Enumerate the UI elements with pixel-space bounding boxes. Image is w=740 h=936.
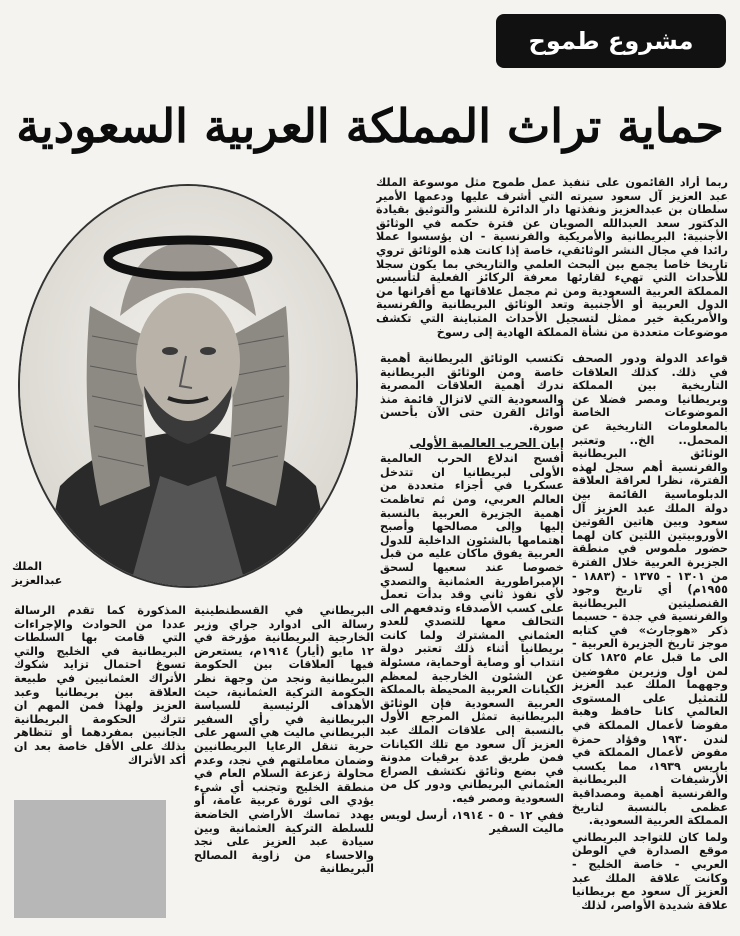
gray-placeholder-box [14, 800, 166, 918]
intro-column [376, 176, 728, 348]
bottom-middle-column [194, 604, 374, 924]
right-paragraph-2: ولما كان للتواجد البريطاني موقع الصدارة في الوطن العربي - خاصة الخليج - وكانت علاقة الملك عبد العزيز آل سعود مع بريطانيا علاقة شديدة الأواصر، لذلك [572, 830, 728, 912]
portrait-oval [18, 184, 358, 588]
photo-caption [12, 560, 132, 588]
middle-paragraph-top: تكتسب الوثائق البريطانية أهمية خاصة ومن الوثائق البريطانية ندرك أهمية العلاقات المصرية والسعودية التي لاتزال قائمة منذ أوائل القرن حتى الآن بأحسن صورة. [380, 352, 564, 433]
middle-paragraph-2: ففي ١٢ - ٥ - ١٩١٤، أرسل لويس ماليت السفير [380, 808, 564, 836]
caption-name: عبدالعزيز [12, 574, 63, 587]
section-tag: مشروع طموح [496, 14, 726, 68]
portrait-illustration [20, 186, 356, 586]
caption-title: الملك [12, 560, 43, 573]
right-column [572, 352, 728, 924]
middle-column [380, 352, 564, 924]
headline: حماية تراث المملكة العربية السعودية [16, 99, 724, 153]
intro-paragraph: ربما أراد القائمون على تنفيذ عمل طموح مثل موسوعة الملك عبد العزيز آل سعود سيرته التي أشرف عليها ودعمها الأمير سلطان بن عبدالعزيز ونفذتها دار الدائرة للنشر والتوثيق بقيادة الدكتور سعد العبدالله الصويان عن فترة حكمه في الوثائق الأجنبية: البريطانية والأمريكية والفرنسية - ان يؤسسوا عملا رائدا في مجال النشر الوثائقي، خاصة إذا كانت هذه الوثائق تروي تاريخا خاصا يجمع بين البحث العلمي والتاريخي بما يكون سجلا للأحداث التي تهيء لقارئها معرفة الركائز الفعلية لتأسيس المملكة العربية السعودية ومن ثم مجمل علاقاتها مع أقرانها من الدول العربية أو الأجنبية وتعد الوثائق البريطانية والفرنسية والأمريكية خير ممثل لتسجيل الأحداث المتباينة التي تكشف موضوعات متعددة من نشأة المملكة الهادية إلى رسوخ [376, 176, 728, 339]
bottom-left-paragraph: المذكورة كما تقدم الرسالة عددا من الحوادث والإجراءات التي قامت بها السلطات البريطانية في الخليج والتي تسوغ احتمال تزايد شكوك الأتراك العثمانيين في طبيعة العلاقة بين بريطانيا وعبد العزيز ولهذا فمن المهم ان تترك الحكومة البريطانية الجانبين بمفردهما أو تتظاهر بذلك على الأقل خاصة بعد ان أكد الأتراك [14, 604, 186, 767]
middle-subheading: إبان الحرب العالمية الأولى [409, 435, 564, 450]
middle-paragraph-1: أفسح اندلاع الحرب العالمية الأولى لبريطانيا ان تتدخل عسكريا في أجزاء متعددة من العالم العربي، ومن ثم تعاظمت أهمية الجزيرة العربية بالنسبة إليها وإلى مصالحها وأصبح اهتمامها بالشئون الداخلية للدول العربية يفوق ماكان عليه من قبل خصوصا عند سعيها لسحق الإمبراطورية العثمانية والتصدي لأي نفوذ ثاني وقد بدأت تعمل على كسب الأصدقاء وتدفعهم الى التحالف معها للتصدي للعدو العثماني المشترك ولما كانت بريطانيا أثناء ذلك تعتبر دولة انتداب أو وصاية أوحماية، مسئولة عن الشئون الخارجية لمعظم الكيانات العربية المحيطة بالمملكة العربية السعودية فإن الوثائق البريطانية تمثل المرجع الأول بالنسبة إلى علاقات الملك عبد العزيز آل سعود مع تلك الكيانات فمن طريق عدة برقيات مدونة في بضع وثائق نكتشف الصراع العثماني البريطاني ودور كل من السعودية ومصر فيه. [380, 452, 564, 805]
bottom-left-column [14, 604, 186, 794]
bottom-middle-paragraph: البريطاني في القسطنطينية رسالة الى ادوارد جراي وزير الخارجية البريطانية مؤرخة في ١٢ مايو (أيار) ١٩١٤م، يستعرض فيها العلاقات بين الحكومة البريطانية ونجد من وجهة نظر الحكومة التركية العثمانية، حيث الأهداف الرئيسية للسياسة البريطانية في رأي السفير البريطاني ماليت هي السهر على حرية تنقل الرعايا البريطانيين وضمان معاملتهم في نجد، وعدم محاولة زعزعة السلام العام في منطقة الخليج وتجنب أي شيء يؤدي الى ثورة عربية عامة، أو يهدد تماسك الأراضي الخاضعة للسلطة التركية العثمانية وبين سيادة عبد العزيز على نجد والاحساء من زاوية المصالح البريطانية [194, 604, 374, 876]
portrait-photo [12, 178, 364, 596]
right-paragraph-1: قواعد الدولة ودور الصحف في ذلك. كذلك العلاقات التاريخية بين المملكة وبريطانيا ومصر فضلا عن الموضوعات الخاصة بالمعلومات التاريخية عن المحمل.. الخ.. وتعتبر الوثائق البريطانية والفرنسية أهم سجل لهذه الفترة، نظرا لعراقة العلاقة الدبلوماسية القائمة بين دولة الملك عبد العزيز آل سعود وبين هاتين القوتين الأوروبيتين اللتين كان لهما حضور ملموس في منطقة الجزيرة العربية خلال الفترة من ١٣٠١ - ١٣٧٥ - (١٨٨٣ - ١٩٥٥م) أي تاريخ وجود القنصليتين البريطانية والفرنسية في جدة - حسبما ذكر «هوجارث» في كتابه موجز تاريخ الجزيرة العربية - الى ما قبل عام ١٨٢٥ كان لمن اول وزيرين مفوضين وجههما الملك عبد العزيز للتمثيل على المستوى العالمي كانا حافظ وهبة مفوضا لأعمال المملكة في لندن ١٩٣٠ وفؤاد حمزة مفوض لأعمال المملكة في باريس ١٩٣٩، مما يكسب الأرشيفات البريطانية والفرنسية أهمية ومصداقية عظمى بالنسبة لتاريخ المملكة العربية السعودية. [572, 352, 728, 828]
